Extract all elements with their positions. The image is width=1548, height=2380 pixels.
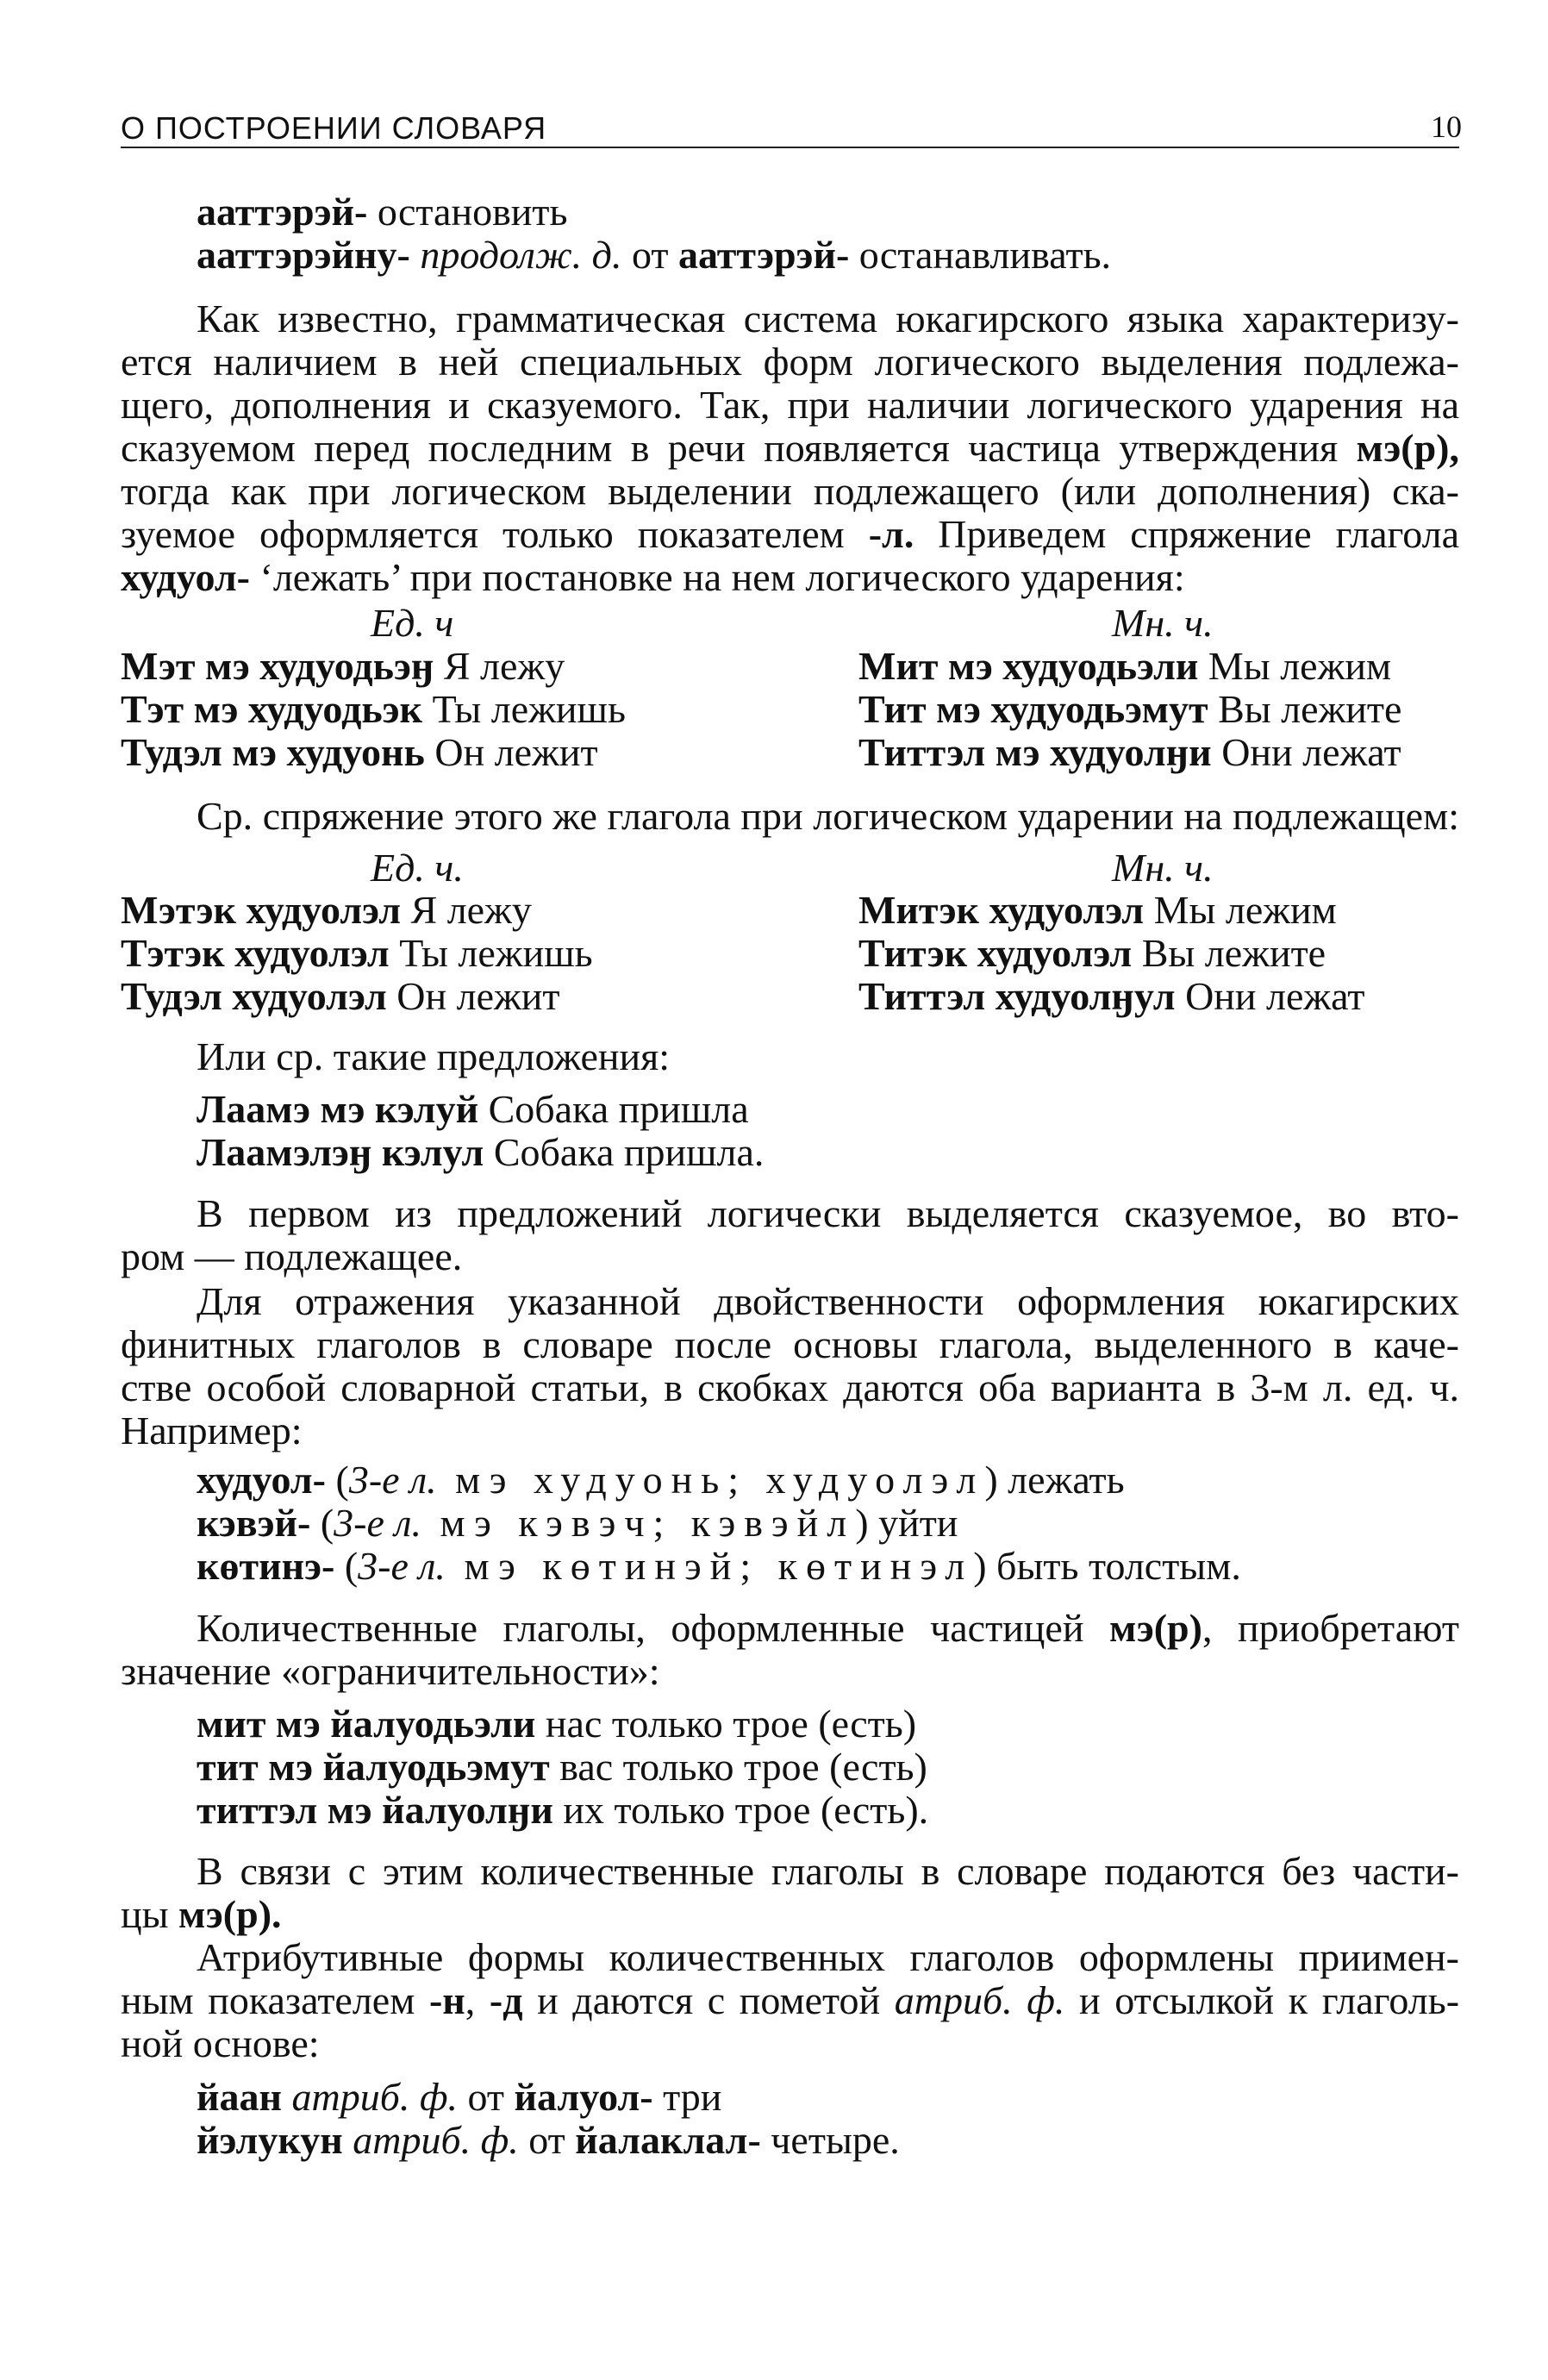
headword: Лаамэ мэ кэлуй xyxy=(197,1087,479,1131)
conjugation-plural-1 xyxy=(858,645,1401,774)
text-line xyxy=(858,932,1365,975)
text-run: Количественные глаголы, оформленные частицей xyxy=(197,1606,1109,1650)
text-line xyxy=(121,795,1459,838)
plural-label-1: Мн. ч. xyxy=(1112,601,1214,645)
quantity-examples xyxy=(121,1702,1535,1832)
text-run: цы xyxy=(121,1892,179,1936)
paragraph-first-second xyxy=(121,1192,1459,1278)
text-run: Я лежу xyxy=(401,888,532,932)
text-run: В первом из предложений логически выделяется сказуемое, во вто- xyxy=(197,1191,1459,1235)
text-line xyxy=(121,1192,1459,1235)
text-line xyxy=(121,1409,1459,1452)
grammar-note: атриб. ф. xyxy=(291,2075,459,2119)
text-line xyxy=(121,645,626,688)
text-run: нас только трое (есть) xyxy=(535,1702,917,1746)
headword: мит мэ йалуодьэли xyxy=(197,1702,536,1746)
text-run: ( xyxy=(326,1458,349,1502)
text-line xyxy=(121,688,626,731)
text-line xyxy=(121,384,1459,427)
text-line xyxy=(121,513,1459,556)
text-run: Ср. спряжение этого же глагола при логическом ударении на подлежащем: xyxy=(197,794,1459,838)
paragraph-without-particle xyxy=(121,1850,1459,1936)
headword: худуол- xyxy=(197,1458,326,1502)
text-line xyxy=(121,340,1459,384)
text-run: Приведем спряжение глагола xyxy=(914,512,1459,556)
text-line xyxy=(197,1502,1535,1545)
text-line xyxy=(197,2119,1535,2162)
text-line xyxy=(197,1131,1535,1174)
headword: мэ(р) xyxy=(1108,1606,1202,1650)
text-run: Он лежит xyxy=(424,730,598,774)
text-line xyxy=(121,470,1459,513)
headword: Митэк худуолэл xyxy=(858,888,1145,932)
text-run: Или ср. такие предложения: xyxy=(197,1034,671,1078)
text-line xyxy=(121,556,1459,599)
text-run: ной основе: xyxy=(121,2021,320,2065)
text-run: Собака пришла xyxy=(478,1087,749,1131)
text-line xyxy=(121,1850,1459,1893)
headword: Тит мэ худуодьэмут xyxy=(858,687,1208,731)
text-line xyxy=(197,191,1535,234)
text-run: их только трое (есть). xyxy=(552,1788,929,1832)
text-run: , xyxy=(465,1978,490,2022)
text-run: тогда как при логическом выделении подлежащего (или дополнения) ска- xyxy=(121,469,1459,513)
grammar-note: 3-е л. xyxy=(358,1544,446,1588)
conjugation-plural-2 xyxy=(858,889,1365,1018)
text-line xyxy=(121,731,626,774)
text-line xyxy=(121,975,593,1018)
text-run: Как известно, грамматическая система юкагирского языка характеризу- xyxy=(197,297,1459,340)
paragraph-attributive xyxy=(121,1936,1459,2065)
text-run: Мы лежим xyxy=(1144,888,1337,932)
headword: мэ(р), xyxy=(1356,426,1459,470)
singular-label-2: Ед. ч. xyxy=(371,846,464,890)
text-line xyxy=(121,1323,1459,1366)
text-run: , приобретают xyxy=(1202,1606,1459,1650)
conjugation-singular-2 xyxy=(121,889,593,1018)
text-line xyxy=(858,889,1365,932)
headword: Тудэл худуолэл xyxy=(121,974,387,1018)
text-run xyxy=(410,233,421,277)
text-line xyxy=(121,2022,1459,2065)
headword: мэ(р). xyxy=(178,1892,282,1936)
text-line xyxy=(197,1545,1535,1588)
text-line xyxy=(197,1789,1535,1832)
paragraph-quantity-verbs xyxy=(121,1607,1459,1693)
text-line xyxy=(121,932,593,975)
text-run: от xyxy=(518,2118,576,2162)
text-line xyxy=(121,1979,1459,2022)
header-rule xyxy=(121,147,1459,148)
paragraph-sentences-intro xyxy=(121,1035,1535,1078)
headword: худуол- xyxy=(121,555,250,599)
text-run: от xyxy=(621,233,678,277)
headword: көтинэ- xyxy=(197,1544,335,1588)
headword: ааттэрэй- xyxy=(197,190,368,234)
text-run: мэ көтинэй; көтинэл xyxy=(445,1544,974,1588)
headword: Мэт мэ худуодьэӈ xyxy=(121,644,434,688)
headword: йаан xyxy=(197,2075,283,2119)
headword: йалуол- xyxy=(514,2075,653,2119)
grammar-note: атриб. ф. xyxy=(353,2118,519,2162)
text-run: Например: xyxy=(121,1409,303,1452)
text-line xyxy=(197,1459,1535,1502)
grammar-note: 3-е л. xyxy=(348,1458,437,1502)
text-run: ) уйти xyxy=(855,1501,958,1545)
conjugation-singular-1 xyxy=(121,645,626,774)
text-line xyxy=(197,1746,1535,1789)
grammar-note: атриб. ф. xyxy=(894,1978,1065,2022)
text-run: Я лежу xyxy=(434,644,565,688)
text-line xyxy=(121,297,1459,340)
text-run: ром — подлежащее. xyxy=(121,1234,463,1278)
headword: Титтэл мэ худуолӈи xyxy=(858,730,1212,774)
headword: Мит мэ худуодьэли xyxy=(858,644,1199,688)
text-line xyxy=(858,975,1365,1018)
text-run: В связи с этим количественные глаголы в словаре подаются без части- xyxy=(197,1849,1459,1893)
singular-label-1: Ед. ч xyxy=(371,601,454,645)
attributive-examples xyxy=(121,2076,1535,2162)
example-sentences xyxy=(121,1088,1535,1174)
running-header: О ПОСТРОЕНИИ СЛОВАРЯ xyxy=(121,110,547,146)
headword: Тэтэк худуолэл xyxy=(121,931,390,975)
headword: титтэл мэ йалуолӈи xyxy=(197,1788,553,1832)
text-run: от xyxy=(458,2075,515,2119)
text-line xyxy=(121,889,593,932)
text-run: щего, дополнения и сказуемого. Так, при наличии логического ударения на xyxy=(121,383,1459,427)
headword: Тэт мэ худуодьэк xyxy=(121,687,423,731)
text-run: четыре. xyxy=(760,2118,900,2162)
text-run: Ты лежишь xyxy=(389,931,593,975)
text-run: ) лежать xyxy=(984,1458,1125,1502)
intro-entries xyxy=(121,191,1535,277)
text-run: останавливать. xyxy=(849,233,1112,277)
text-line xyxy=(121,427,1459,470)
text-line xyxy=(197,1035,1535,1078)
paragraph-grammar xyxy=(121,297,1459,599)
headword: -л. xyxy=(868,512,914,556)
text-run: остановить xyxy=(367,190,568,234)
text-run: ется наличием в ней специальных форм логического выделения подлежа- xyxy=(121,340,1459,384)
text-run: мэ кэвэч; кэвэйл xyxy=(421,1501,856,1545)
text-run: Он лежит xyxy=(386,974,560,1018)
text-run: Для отражения указанной двойственности оформления юкагирских xyxy=(197,1279,1459,1323)
headword: -д xyxy=(489,1978,523,2022)
text-run: мэ худуонь; худуолэл xyxy=(436,1458,985,1502)
paragraph-dictionary-forms xyxy=(121,1280,1459,1452)
headword: ааттэрэй- xyxy=(677,233,850,277)
text-run: ным показателем xyxy=(121,1978,429,2022)
text-line xyxy=(197,1702,1535,1746)
text-run: Мы лежим xyxy=(1198,644,1392,688)
text-line xyxy=(197,1088,1535,1131)
text-line xyxy=(121,1650,1459,1693)
text-run: значение «ограничительности»: xyxy=(121,1649,660,1693)
text-run: Вы лежите xyxy=(1208,687,1402,731)
headword: -н xyxy=(428,1978,465,2022)
text-line xyxy=(121,1235,1459,1278)
text-line xyxy=(858,688,1401,731)
text-line xyxy=(121,1607,1459,1650)
headword: Титтэл худуолӈул xyxy=(858,974,1176,1018)
text-run: вас только трое (есть) xyxy=(549,1745,927,1789)
text-run: ‘лежать’ при постановке на нем логического ударения: xyxy=(250,555,1185,599)
headword: Тудэл мэ худуонь xyxy=(121,730,425,774)
text-line xyxy=(197,2076,1535,2119)
text-line xyxy=(121,1893,1459,1936)
headword: Лаамэлэӈ кэлул xyxy=(197,1130,484,1174)
headword: йэлукун xyxy=(197,2118,343,2162)
headword: Титэк худуолэл xyxy=(858,931,1133,975)
text-line xyxy=(121,1366,1459,1409)
headword: ааттэрэйну- xyxy=(197,233,410,277)
text-run: стве особой словарной статьи, в скобках даются оба варианта в 3-м л. ед. ч. xyxy=(121,1365,1459,1409)
text-run: сказуемом перед последним в речи появляется частица утверждения xyxy=(121,426,1357,470)
text-line xyxy=(121,1936,1459,1979)
text-run: три xyxy=(652,2075,722,2119)
text-line xyxy=(858,731,1401,774)
paragraph-compare xyxy=(121,795,1459,838)
text-run xyxy=(343,2118,353,2162)
text-run: Вы лежите xyxy=(1132,931,1326,975)
text-run: Атрибутивные формы количественных глаголов оформлены приимен- xyxy=(197,1935,1459,1979)
text-run: ) быть толстым. xyxy=(973,1544,1241,1588)
text-run: и даются с пометой xyxy=(522,1978,895,2022)
grammar-note: 3-е л. xyxy=(334,1501,421,1545)
text-run: финитных глаголов в словаре после основы глагола, выделенного в каче- xyxy=(121,1322,1459,1366)
text-run: Они лежат xyxy=(1175,974,1365,1018)
dictionary-examples xyxy=(121,1459,1535,1588)
headword: тит мэ йалуодьэмут xyxy=(197,1745,550,1789)
text-line xyxy=(858,645,1401,688)
text-run: Собака пришла. xyxy=(484,1130,765,1174)
headword: кэвэй- xyxy=(197,1501,311,1545)
text-run: зуемое оформляется только показателем xyxy=(121,512,869,556)
headword: йалаклал- xyxy=(575,2118,761,2162)
headword: Мэтэк худуолэл xyxy=(121,888,402,932)
text-run: ( xyxy=(310,1501,334,1545)
text-run: Ты лежишь xyxy=(422,687,626,731)
page-number: 10 xyxy=(1431,109,1462,144)
grammar-note: продолж. д. xyxy=(420,233,622,277)
text-run xyxy=(282,2075,292,2119)
text-line xyxy=(197,234,1535,277)
text-run: Они лежат xyxy=(1211,730,1401,774)
text-run: и отсылкой к глаголь- xyxy=(1064,1978,1460,2022)
text-run: ( xyxy=(334,1544,359,1588)
text-line xyxy=(121,1280,1459,1323)
plural-label-2: Мн. ч. xyxy=(1112,846,1214,890)
